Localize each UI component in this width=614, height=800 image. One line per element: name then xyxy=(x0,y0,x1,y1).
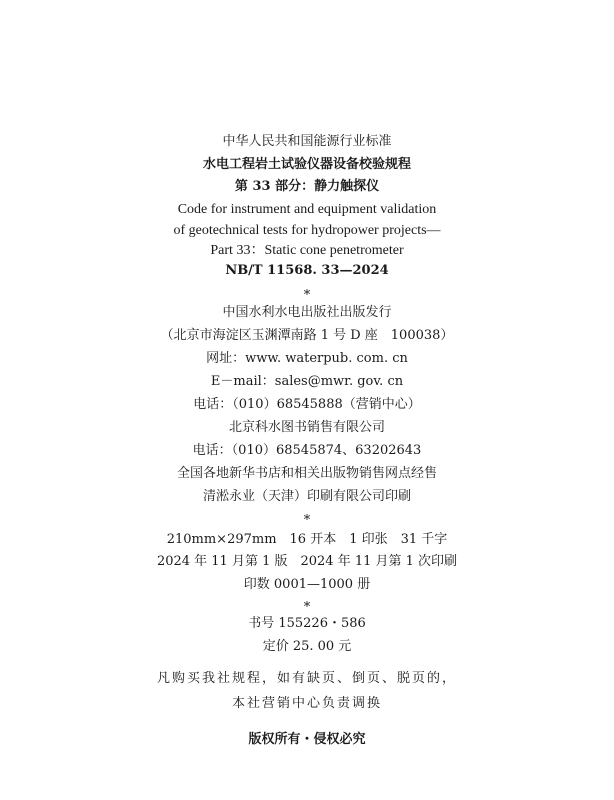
print-run-line: 印数 0001—1000 册 xyxy=(243,577,371,592)
english-title-line-1: Code for instrument and equipment validation xyxy=(177,202,437,217)
english-title-line-2: of geotechnical tests for hydropower projects— xyxy=(173,223,441,238)
standard-number: NB/T 11568. 33—2024 xyxy=(225,263,389,278)
publisher-name: 中国水利水电出版社出版发行 xyxy=(222,305,392,320)
publisher-email: E－mail：sales@mwr. gov. cn xyxy=(210,374,404,389)
price-line: 定价 25. 00 元 xyxy=(262,639,352,654)
publisher-phone: 电话：（010）68545888（营销中心） xyxy=(193,397,421,412)
retail-line: 全国各地新华书店和相关出版物销售网点经售 xyxy=(176,466,437,481)
separator-3: * xyxy=(303,600,311,615)
distributor-name: 北京科水图书销售有限公司 xyxy=(228,420,385,435)
book-number: 书号 155226・586 xyxy=(248,616,366,631)
notice-line-1: 凡购买我社规程，如有缺页、倒页、脱页的， xyxy=(156,671,457,686)
publisher-website: 网址：www. waterpub. com. cn xyxy=(206,351,408,366)
copyright-notice: 版权所有・侵权必究 xyxy=(248,732,366,747)
english-title-line-3: Part 33：Static cone penetrometer xyxy=(210,243,404,258)
format-line: 210mm×297mm 16 开本 1 印张 31 千字 xyxy=(166,532,448,547)
edition-line: 2024 年 11 月第 1 版 2024 年 11 月第 1 次印刷 xyxy=(156,554,458,569)
issuer-line: 中华人民共和国能源行业标准 xyxy=(222,134,392,149)
separator-2: * xyxy=(303,513,311,528)
standard-title-line-1: 水电工程岩土试验仪器设备校验规程 xyxy=(202,157,411,172)
distributor-phone: 电话：（010）68545874、63202643 xyxy=(192,443,422,458)
publisher-address: （北京市海淀区玉渊潭南路 1 号 D 座 100038） xyxy=(160,328,454,343)
separator-1: * xyxy=(303,288,311,303)
notice-line-2: 本社营销中心负责调换 xyxy=(231,696,382,711)
standard-title-line-2: 第 33 部分：静力触探仪 xyxy=(234,179,380,194)
printer-line: 清淞永业（天津）印刷有限公司印刷 xyxy=(202,489,411,504)
